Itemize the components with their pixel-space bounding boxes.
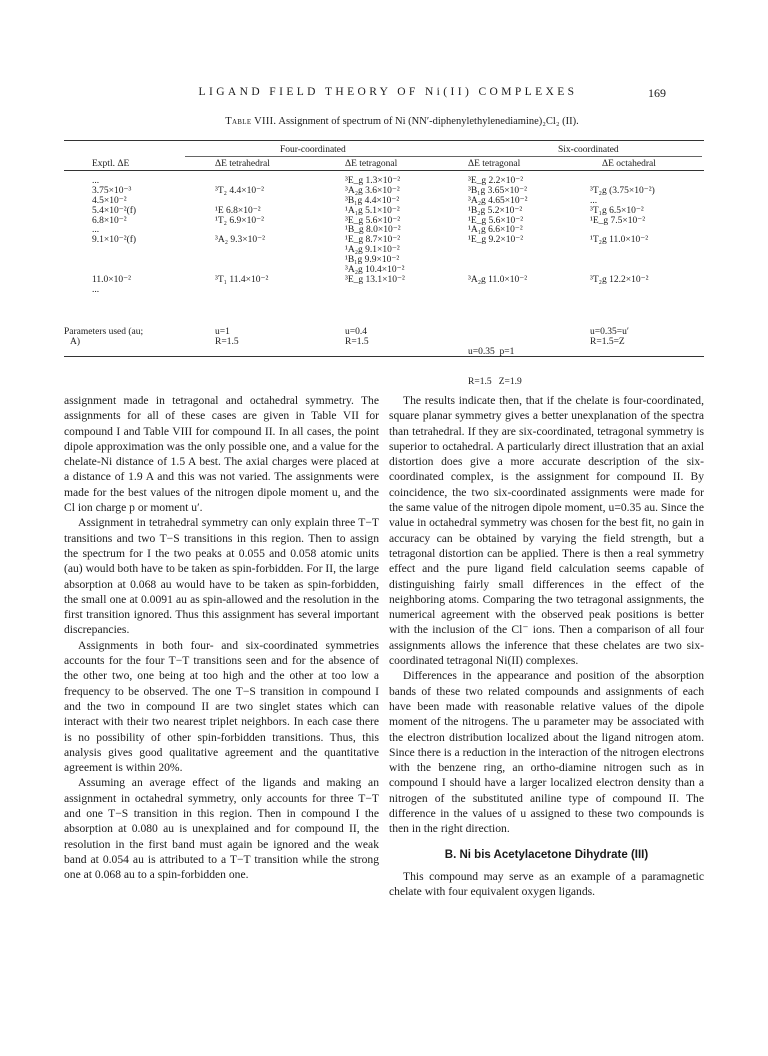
paragraph: Assuming an average effect of the ligands and making an assignment in octahedral symmetry, only accounts for three T−T and one T−S transition in this region. Then in compound I the absorption at 0.080 au is unexplained and for compound II, the resolution in the first band must again be ignored and the weak band at 0.054 au is attributed to a T−T transition while the strong one at 0.068 au to a spin-forbidden one. bbox=[64, 776, 379, 882]
paragraph: Differences in the appearance and position of the absorption bands of these two related compounds and assignments of each have been made with reasonable relative values of the dipole moment of the nitrogens. The u parameter may be associated with the electron distribution localized about the ligand nitrogen atom. Since there is a reduction in the interaction of the nitrogen electrons with the benzene ring, an ortho-diamine nitrogen such as in compound I should have a larger localized electron density than a nitrogen of the substituted aniline type of compound II. The difference in the values of u assigned to these two compounds is then in the right direction. bbox=[389, 669, 704, 836]
table-cell bbox=[590, 286, 655, 296]
table-cell bbox=[468, 256, 528, 266]
table-cell: ³T₂g 12.2×10⁻² bbox=[590, 274, 649, 285]
table-cell bbox=[92, 256, 136, 266]
col-head-tetrahedral: ΔE tetrahedral bbox=[215, 159, 270, 169]
col-exptl bbox=[92, 177, 136, 296]
table-cell bbox=[468, 246, 528, 256]
group-six-coordinated: Six-coordinated bbox=[558, 145, 619, 155]
table-cell: 9.1×10⁻²(f) bbox=[92, 235, 137, 246]
params-line: R=1.5=Z bbox=[590, 337, 625, 347]
col-head-tetragonal-four: ΔE tetragonal bbox=[345, 159, 398, 169]
paragraph: This compound may serve as an example of a paramagnetic chelate with four equivalent oxygen ligands. bbox=[389, 869, 704, 899]
table-header-rule bbox=[64, 170, 704, 171]
table-cell: ¹T₂g 11.0×10⁻² bbox=[590, 235, 649, 246]
params-octahedral bbox=[590, 327, 629, 347]
table-caption-text: Assignment of spectrum of Ni (NN′-diphenylethylenediamine)₂Cl₂ (II). bbox=[278, 116, 579, 127]
col-tetrahedral bbox=[215, 177, 268, 296]
table-cell: 5.4×10⁻²(f) bbox=[92, 205, 137, 216]
col-tetragonal-four bbox=[345, 177, 405, 296]
group-four-rule bbox=[185, 156, 460, 157]
col-head-exptl: Exptl. ΔE bbox=[92, 159, 130, 169]
table-cell: ¹E_g 5.6×10⁻² bbox=[468, 215, 524, 226]
table-cell: 11.0×10⁻² bbox=[92, 274, 131, 285]
table-cell: ¹E_g 8.7×10⁻² bbox=[345, 235, 401, 246]
table-cell bbox=[590, 246, 655, 256]
table-cell: ³A₂ 9.3×10⁻² bbox=[215, 235, 265, 246]
table-cell: ³E_g 5.6×10⁻² bbox=[345, 215, 401, 226]
right-column bbox=[389, 393, 704, 900]
params-line: R=1.5 bbox=[215, 337, 239, 347]
table-cell: ³A₂g 11.0×10⁻² bbox=[468, 274, 528, 285]
params-line: u=1 bbox=[215, 327, 230, 337]
table-caption bbox=[172, 116, 632, 127]
table-cell: ¹A₁g 5.1×10⁻² bbox=[345, 205, 400, 216]
col-head-tetragonal-six: ΔE tetragonal bbox=[468, 159, 521, 169]
table-cell: ¹T₂ 6.9×10⁻² bbox=[215, 215, 264, 226]
table-cell: ³A₂g 10.4×10⁻² bbox=[345, 265, 405, 276]
table-bottom-rule bbox=[64, 356, 704, 357]
table-cell bbox=[215, 286, 268, 296]
params-tetragonal-four bbox=[345, 327, 369, 347]
params-label-line2: A) bbox=[70, 337, 81, 347]
table-cell: ³A₂g 3.6×10⁻² bbox=[345, 185, 400, 196]
table-cell bbox=[590, 256, 655, 266]
col-head-octahedral: ΔE octahedral bbox=[602, 159, 656, 169]
table-cell: ³B₁g 3.65×10⁻² bbox=[468, 185, 527, 196]
paragraph: The results indicate then, that if the chelate is four-coordinated, square planar symmetry gives a better unexplanation of the spectra than tetrahedral. If they are six-coordinated, tetragonal symmetry is superior to octahedral. A particularly direct illustration that an axial distortion does give a more accurate description of the six-coordinated complex, is the assignment for compound II. By coincidence, the two six-coordinated assignments were made for the same value of the nitrogen dipole moment, u=0.35 au. Since the value in octahedral symmetry was chosen for the best fit, no gain in accuracy can be obtained by varying the field strength, but a tetragonal distortion can be applied. There is then a real symmetry effect and the pure ligand field calculation seems capable of distinguishing fairly small differences in the effect of the neighboring atoms. Comparing the two tetragonal assignments, the numerical agreement with the observed peak positions is better with the inclusion of the Cl⁻ ions. Then a comparison of all four assignments allows the inference that these chelates are two six-coordinated tetragonal Ni(II) complexes. bbox=[389, 394, 704, 668]
col-octahedral bbox=[590, 177, 655, 296]
params-line: u=0.35=u′ bbox=[590, 327, 629, 337]
table-cell bbox=[345, 286, 405, 296]
table-cell bbox=[92, 246, 136, 256]
table-cell: ³E_g 13.1×10⁻² bbox=[345, 274, 405, 285]
table-cell: ¹A₁g 6.6×10⁻² bbox=[468, 225, 523, 236]
table-cell: 4.5×10⁻² bbox=[92, 195, 127, 206]
table-cell: ¹B_g 8.0×10⁻² bbox=[345, 225, 401, 236]
table-cell: ³A₂g 4.65×10⁻² bbox=[468, 195, 528, 206]
paragraph: Assignments in both four- and six-coordinated symmetries accounts for the four T−T transitions seen and for the absence of the other two, one being at too high and the other at too low a frequency to be observed. The one T−S transition in compound I and the two in compound II are two singlet states which can interact with their two nearest triplet neighbors. In each case there is no possibility of other spin-forbidden transitions. Thus, this analysis gives good qualitative agreement and the quantitative agreement is within 20%. bbox=[64, 638, 379, 775]
table-cell bbox=[215, 246, 268, 256]
table-cell: ¹B₂g 5.2×10⁻² bbox=[468, 205, 523, 216]
table-cell: ¹B₁g 9.9×10⁻² bbox=[345, 255, 400, 266]
table-cell: ³T₁ 11.4×10⁻² bbox=[215, 274, 269, 285]
table-cell: ¹E_g 7.5×10⁻² bbox=[590, 215, 646, 226]
params-line: R=1.5 bbox=[345, 337, 369, 347]
table-cell: ... bbox=[92, 225, 100, 236]
group-four-coordinated: Four-coordinated bbox=[280, 145, 346, 155]
table-cell: ³E_g 1.3×10⁻² bbox=[345, 176, 401, 186]
params-line: u=0.4 bbox=[345, 327, 367, 337]
table-cell: ¹A₂g 9.1×10⁻² bbox=[345, 245, 400, 256]
table-top-rule bbox=[64, 140, 704, 141]
table-cell: 3.75×10⁻³ bbox=[92, 185, 132, 196]
table-cell: ¹E 6.8×10⁻² bbox=[215, 205, 261, 216]
table-cell: ³B₁g 4.4×10⁻² bbox=[345, 195, 400, 206]
table-cell bbox=[468, 286, 528, 296]
table-cell: ³E_g 2.2×10⁻² bbox=[468, 176, 524, 186]
running-head: LIGAND FIELD THEORY OF Ni(II) COMPLEXES bbox=[198, 86, 578, 98]
params-label-line1: Parameters used (au; bbox=[64, 327, 144, 337]
table-cell: 6.8×10⁻² bbox=[92, 215, 127, 226]
group-six-rule bbox=[440, 156, 702, 157]
section-heading: B. Ni bis Acetylacetone Dihydrate (III) bbox=[444, 848, 649, 861]
params-line: u=0.35 p=1 bbox=[468, 347, 515, 357]
table-cell: ... bbox=[92, 284, 100, 295]
page-number: 169 bbox=[648, 86, 666, 100]
paragraph: Assignment in tetrahedral symmetry can only explain three T−T transitions and two T−S transitions in this region. Then to assign the spectrum for I the two peaks at 0.055 and 0.058 atomic units (au) would both have to be taken as spin-forbidden. For II, the large absorption at 0.068 au would have to be taken as spin-forbidden, the small one at 0.0091 au as spin-allowed and the resolution in the first transition ignored. Thus this assignment has several important discrepancies. bbox=[64, 516, 379, 637]
table-cell: ... bbox=[92, 176, 100, 186]
table-cell: ³T₂ 4.4×10⁻² bbox=[215, 185, 264, 196]
params-label bbox=[64, 327, 143, 347]
col-tetragonal-six bbox=[468, 177, 528, 296]
table-cell bbox=[215, 256, 268, 266]
table-cell: ³T₁g 6.5×10⁻² bbox=[590, 205, 644, 216]
paragraph: assignment made in tetragonal and octahedral symmetry. The assignments for all of these cases are given in Table VII for compound I and Table VIII for compound II. In all cases, the point dipole approximation was the only possible one, and a value for the chelate-Ni distance of 1.5 A best. The axial charges were placed at a distance of 1.9 A and this was not varied. The assignments were made for the best values of the nitrogen dipole moment u, and the Cl ion charge p or moment u′. bbox=[64, 394, 379, 515]
table-label: Table VIII. bbox=[225, 116, 277, 127]
table-cell: ³T₂g (3.75×10⁻²) bbox=[590, 185, 655, 196]
left-column bbox=[64, 393, 379, 883]
table-cell: ... bbox=[590, 195, 598, 206]
params-tetrahedral bbox=[215, 327, 239, 347]
params-line: R=1.5 Z=1.9 bbox=[468, 377, 522, 387]
table-cell: ¹E_g 9.2×10⁻² bbox=[468, 235, 524, 246]
